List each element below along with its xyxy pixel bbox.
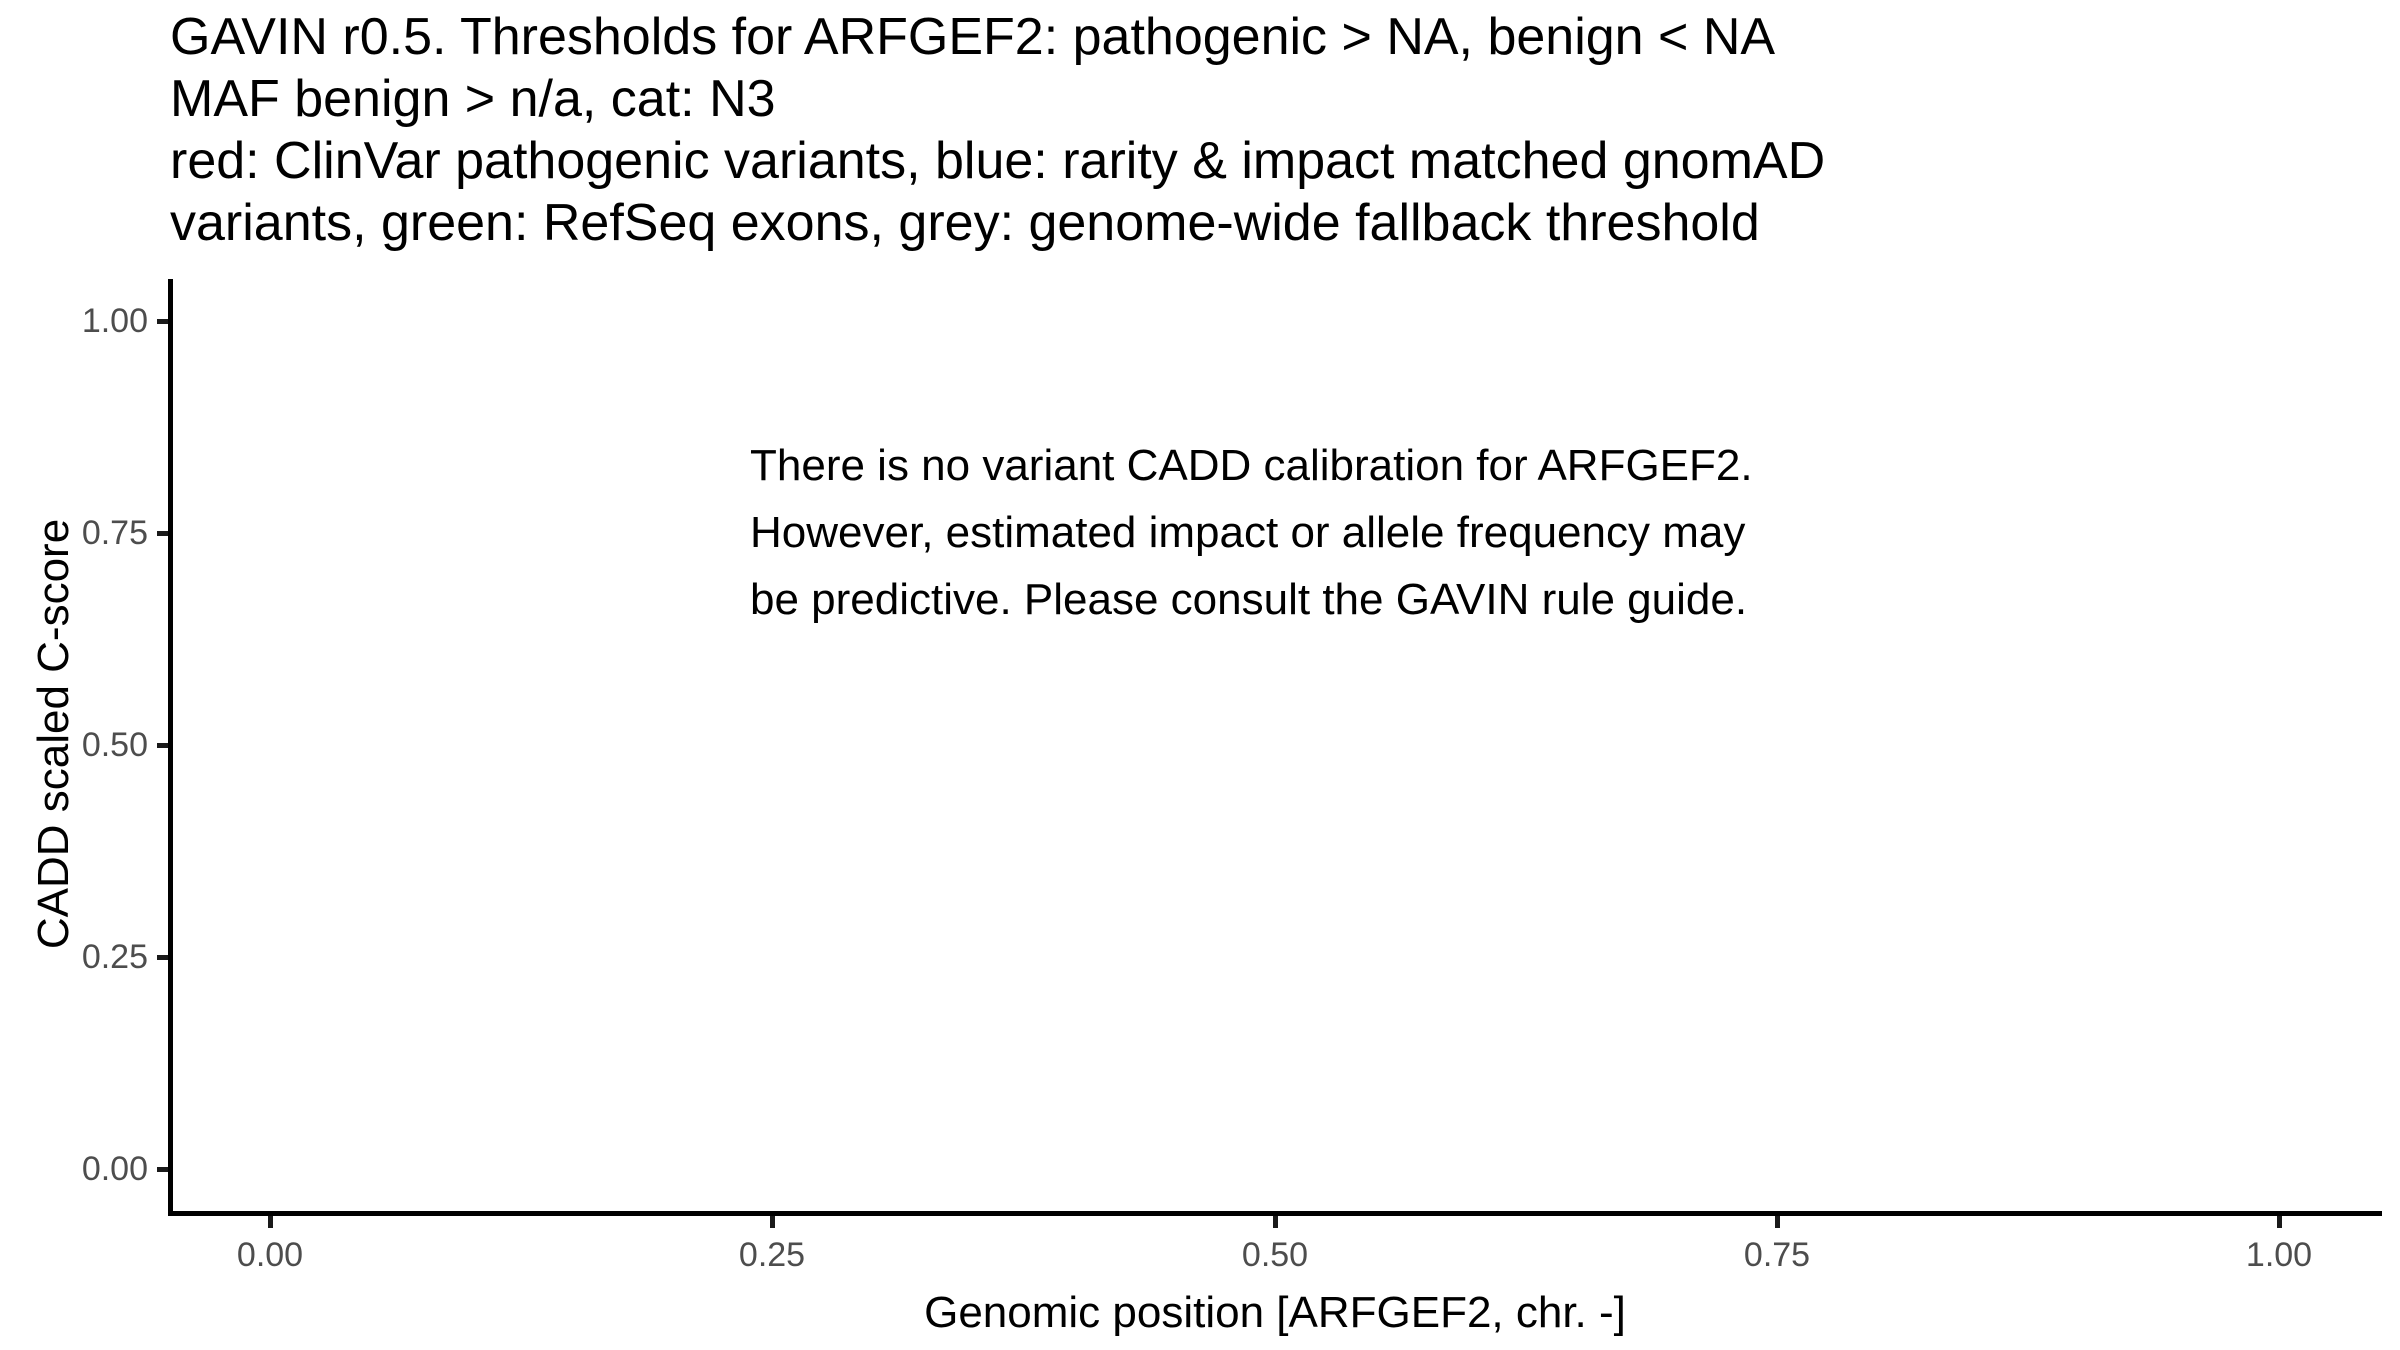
y-tick-label: 0.25	[81, 938, 148, 976]
x-tick-mark	[268, 1216, 273, 1228]
y-tick-mark	[157, 531, 168, 536]
y-tick-mark	[157, 955, 168, 960]
y-tick-label: 1.00	[81, 302, 148, 340]
chart-title-line-2: MAF benign > n/a, cat: N3	[170, 70, 776, 128]
x-tick-mark	[1775, 1216, 1780, 1228]
plot-annotation-line-2: However, estimated impact or allele frequency may	[750, 508, 1746, 557]
y-tick-label: 0.00	[81, 1150, 148, 1188]
plot-annotation	[750, 432, 1753, 633]
x-tick-mark	[2277, 1216, 2282, 1228]
y-tick-mark	[157, 319, 168, 324]
chart-title-line-1: GAVIN r0.5. Thresholds for ARFGEF2: pathogenic > NA, benign < NA	[170, 8, 1776, 66]
x-axis-label: Genomic position [ARFGEF2, chr. -]	[924, 1288, 1626, 1337]
x-tick-label: 1.00	[2245, 1236, 2313, 1274]
x-tick-label: 0.50	[1241, 1236, 1309, 1274]
y-axis-label: CADD scaled C-score	[29, 518, 78, 950]
x-tick-label: 0.00	[236, 1236, 304, 1274]
x-tick-mark	[1273, 1216, 1278, 1228]
y-axis-line	[168, 279, 173, 1216]
x-tick-label: 0.25	[738, 1236, 806, 1274]
chart-title-line-3: red: ClinVar pathogenic variants, blue: rarity & impact matched gnomAD	[170, 132, 1826, 190]
plot-panel	[173, 279, 2382, 1211]
chart-title	[170, 6, 1825, 254]
y-tick-label: 0.75	[81, 514, 148, 552]
plot-annotation-line-3: be predictive. Please consult the GAVIN rule guide.	[750, 575, 1748, 624]
y-tick-label: 0.50	[81, 726, 148, 764]
chart-title-line-4: variants, green: RefSeq exons, grey: genome-wide fallback threshold	[170, 194, 1760, 252]
y-tick-mark	[157, 743, 168, 748]
plot-annotation-line-1: There is no variant CADD calibration for ARFGEF2.	[750, 441, 1753, 490]
x-tick-label: 0.75	[1743, 1236, 1811, 1274]
y-tick-mark	[157, 1167, 168, 1172]
x-tick-mark	[770, 1216, 775, 1228]
